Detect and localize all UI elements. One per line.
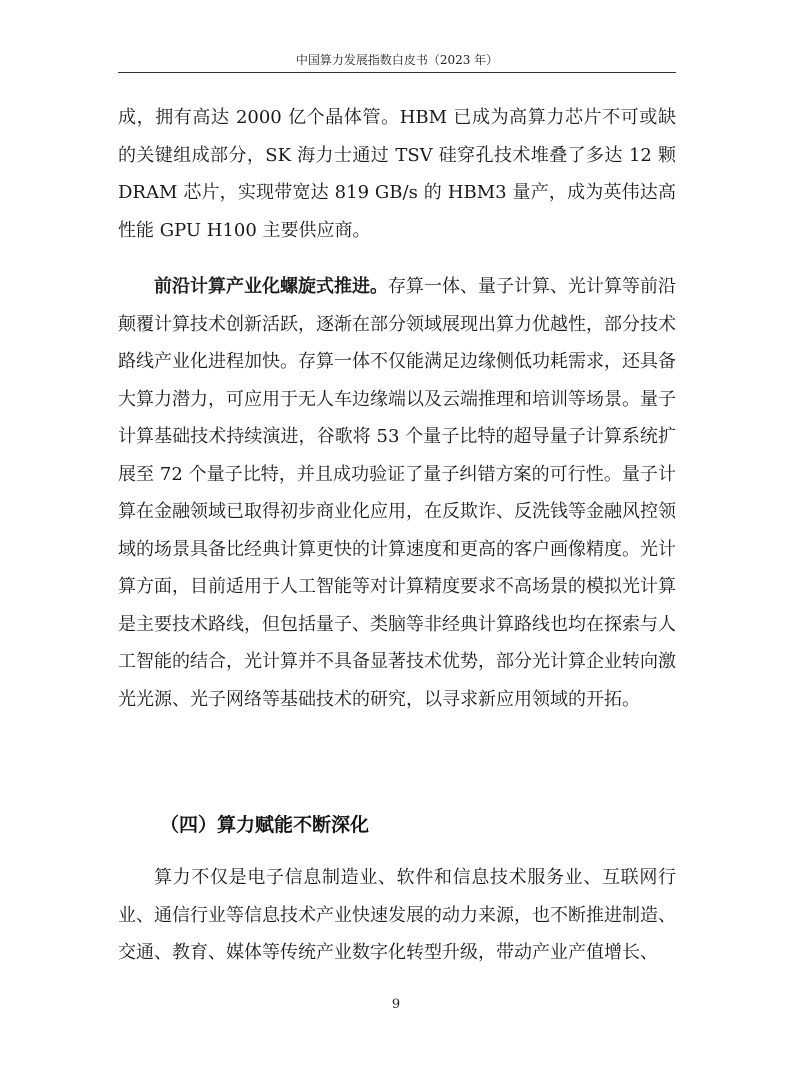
paragraph-lead-bold: 前沿计算产业化螺旋式推进。 [154,276,388,297]
paragraph-body-text: 存算一体、量子计算、光计算等前沿颠覆计算技术创新活跃，逐渐在部分领域展现出算力优越性，部分技术路线产业化进程加快。存算一体不仅能满足边缘侧低功耗需求，还具备大算力潜力，可应用于无人车边缘端以及云端推理和培训等场景。量子计算基础技术持续演进，谷歌将 53 个量子比特的超导量子计算系统扩展至 72 个量子比特，并且成功验证了量子纠错方案的可行性。量子计算在金融领域已取得初步商业化应用，在反欺诈、反洗钱等金融风控领域的场景具备比经典计算更快的计算速度和更高的客户画像精度。光计算方面，目前适用于人工智能等对计算精度要求不高场景的模拟光计算是主要技术路线，但包括量子、类脑等非经典计算路线也均在探索与人工智能的结合，光计算并不具备显著技术优势，部分光计算企业转向激光光源、光子网络等基础技术的研究，以寻求新应用领域的开拓。 [118,276,676,710]
paragraph-frontier-computing [118,268,676,718]
paragraph-hbm: 成，拥有高达 2000 亿个晶体管。HBM 已成为高算力芯片不可或缺的关键组成部分，SK 海力士通过 TSV 硅穿孔技术堆叠了多达 12 颗 DRAM 芯片，实现带宽达 819 GB/s 的 HBM3 量产，成为英伟达高性能 GPU H100 主要供应商。 [118,107,676,241]
paragraph-empowerment: 算力不仅是电子信息制造业、软件和信息技术服务业、互联网行业、通信行业等信息技术产业快速发展的动力来源，也不断推进制造、交通、教育、媒体等传统产业数字化转型升级，带动产业产值增长、 [118,867,676,963]
section-heading: （四）算力赋能不断深化 [160,814,370,836]
header-divider [118,72,676,73]
page-number: 9 [391,997,401,1012]
running-header: 中国算力发展指数白皮书（2023 年） [295,53,499,67]
